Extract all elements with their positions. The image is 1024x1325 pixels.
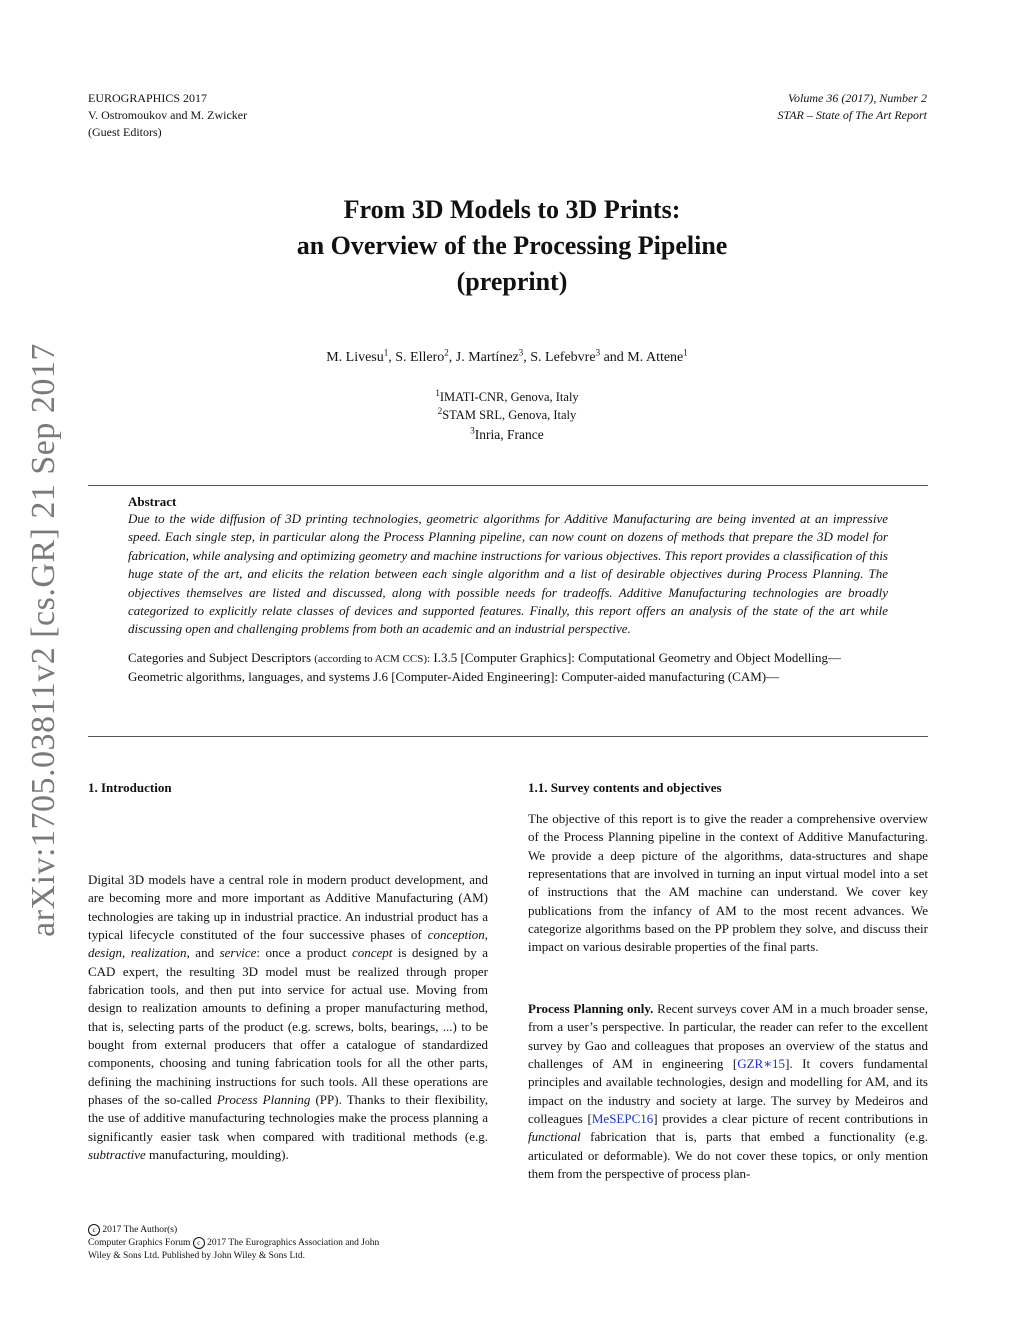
process-planning-paragraph: [528, 1000, 928, 1183]
author-list: M. Livesu$^1$, S. Ellero$^2$, J. Martínez$^3$, S. Lefebvre$^3$ and M. Attene$^1$: [326, 347, 688, 365]
text-run: Digital 3D models have a central role in modern product development, and are becoming more and more important as Additive Manufacturing (AM) technologies are taking up in industrial practice. An industrial product has a typical lifecycle constituted of the four successive phases of: [88, 872, 488, 943]
citation-link[interactable]: GZR∗15: [737, 1056, 786, 1072]
affiliations: [0, 388, 1014, 444]
footer-line-2: Computer Graphics Forum c 2017 The Eurographics Association and John: [88, 1238, 380, 1249]
text-run: is designed by a CAD expert, the resulting 3D model must be realized through proper fabrication tools, and then put into service for actual use. Moving from design to realization amounts to defining a proper manufacturing method, that is, selecting parts of the product (e.g. screws, bolts, bearings, ...) to be bought from external producers that offer a catalogue of standardized components, choosing and tuning fabrication tools for all the other parts, defining the machining instructions for such tools. All these operations are phases of the so-called: [88, 945, 488, 1108]
text-run: Process Planning: [216, 1092, 311, 1108]
author-affiliation-mark: 3: [518, 347, 524, 358]
report-type: STAR – State of The Art Report: [777, 108, 927, 122]
divider-top: [88, 485, 928, 486]
categories-note: (according to ACM CCS):: [314, 652, 431, 665]
conference-name: EUROGRAPHICS 2017: [88, 91, 208, 105]
text-run: design: [88, 945, 122, 961]
text-run: Recent surveys cover AM in a much broader sense, from a user’s perspective. In particular, the reader can refer to the excellent survey by Gao and colleagues that proposes an overview of the status and challenges of AM in engineering [: [528, 1001, 928, 1072]
author-name: M. Livesu: [326, 350, 384, 365]
text-run: , and: [186, 945, 220, 961]
author-name: S. Ellero: [395, 350, 445, 365]
journal-header: [88, 90, 247, 141]
copyright-icon: c: [193, 1237, 205, 1249]
text-run: fabrication that is, parts that embed a functionality (e.g. articulated or deformable). We do not cover these topics, or only mention them from the perspective of process plan-: [528, 1129, 928, 1182]
paper-title: [0, 192, 1024, 300]
affiliation-1: $^1$IMATI-CNR, Genova, Italy: [435, 387, 579, 404]
author-affiliation-mark: 1: [383, 347, 389, 358]
volume-info: Volume 36 (2017), Number 2: [788, 91, 927, 105]
text-run: conception: [427, 927, 485, 943]
volume-header: [777, 90, 927, 124]
categories-label: Categories and Subject Descriptors: [128, 649, 312, 665]
affiliation-3: $^3$Inria, France: [470, 425, 544, 442]
categories-text: I.3.5 [Computer Graphics]: Computational Geometry and Object Modelling—Geometric algorithms, languages, and systems J.6 [Computer-Aided Engineering]: Computer-aided manufacturing (CAM)—: [128, 649, 841, 685]
survey-paragraph: The objective of this report is to give the reader a comprehensive overview of the Process Planning pipeline in the context of Additive Manufacturing. We provide a deep picture of the algorithms, data-structures and shape representations that are involved in turning an input virtual model into a set of instructions that the AM machine can understand. We cover key publications from the infancy of AM to the most recent advances. We categorize algorithms based on the PP problem they solve, and discuss their impact on various desirable properties of the final parts.: [528, 811, 928, 955]
introduction-paragraph: [88, 871, 488, 1165]
text-run: ] provides a clear picture of recent contributions in: [653, 1111, 928, 1127]
footer-line-1: c 2017 The Author(s): [88, 1224, 379, 1237]
text-run: (PP). Thanks to their flexibility, the use of additive manufacturing technologies make the process planning a significantly easier task when compared with traditional methods (e.g.: [88, 1092, 489, 1144]
title-line-1: From 3D Models to 3D Prints:: [343, 195, 681, 224]
arxiv-identifier: arXiv:1705.03811v2 [cs.GR] 21 Sep 2017: [25, 343, 62, 937]
abstract: [128, 494, 888, 687]
categories: [128, 649, 888, 687]
section-heading-introduction: 1. Introduction: [88, 780, 172, 795]
text-run: subtractive: [88, 1147, 146, 1163]
author-affiliation-mark: 1: [683, 347, 688, 358]
divider-bottom: [88, 736, 928, 737]
footer-line-3: Wiley & Sons Ltd. Published by John Wiley & Sons Ltd.: [88, 1251, 306, 1262]
text-run: service: [219, 945, 257, 961]
author-name: M. Attene: [627, 350, 684, 365]
copyright-icon: c: [88, 1224, 100, 1236]
text-run: ,: [121, 945, 131, 961]
author-name: J. Martínez: [455, 350, 519, 365]
author-affiliation-mark: 3: [595, 347, 601, 358]
copyright-footer: [88, 1224, 379, 1263]
editors-role: (Guest Editors): [88, 125, 162, 139]
editors: V. Ostromoukov and M. Zwicker: [88, 108, 248, 122]
text-run: : once a product: [256, 945, 352, 961]
text-run: ]. It covers fundamental principles and available technologies, design and modelling for AM, and its impact on the industry and society at large. The survey by Medeiros and colleagues [: [528, 1056, 928, 1127]
subsection-heading-survey: 1.1. Survey contents and objectives: [528, 780, 722, 795]
text-run: ,: [484, 927, 488, 943]
text-run: realization: [130, 945, 187, 961]
text-run: concept: [351, 945, 393, 961]
citation-link[interactable]: MeSEPC16: [591, 1111, 654, 1127]
title-line-2: an Overview of the Processing Pipeline: [296, 231, 728, 260]
title-line-3: (preprint): [456, 267, 568, 296]
abstract-text: Due to the wide diffusion of 3D printing technologies, geometric algorithms for Additive Manufacturing are being invented at an impressive speed. Each single step, in particular along the Process Planning pipeline, can now count on dozens of methods that prepare the 3D model for fabrication, while analysing and optimizing geometry and machine instructions for various objectives. This report provides a classification of this huge state of the art, and elicits the relation between each single algorithm and a list of desirable objectives during Process Planning. The objectives themselves are listed and discussed, along with possible needs for tradeoffs. Additive Manufacturing technologies are broadly categorized to explicitly relate classes of devices and supported features. Finally, this report offers an analysis of the state of the art while discussing open and challenging problems from both an academic and an industrial perspective.: [128, 511, 888, 637]
author-name: S. Lefebvre: [530, 350, 596, 365]
text-run: Process Planning only.: [528, 1001, 654, 1016]
affiliation-2: $^2$STAM SRL, Genova, Italy: [437, 405, 577, 422]
text-run: functional: [528, 1129, 581, 1145]
author-affiliation-mark: 2: [444, 347, 449, 358]
abstract-heading: Abstract: [128, 494, 177, 509]
text-run: manufacturing, moulding).: [145, 1147, 289, 1163]
